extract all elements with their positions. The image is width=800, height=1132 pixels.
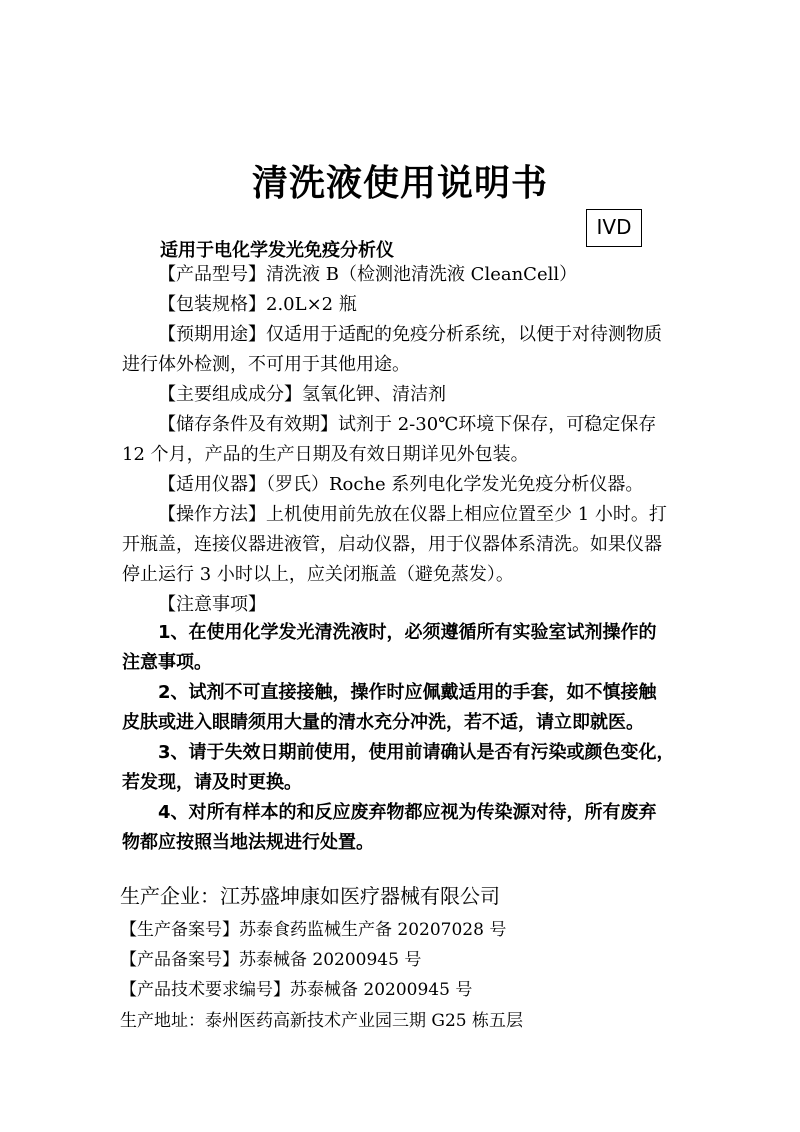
note-2-line-1: 2、试剂不可直接接触，操作时应佩戴适用的手套，如不慎接触 bbox=[158, 682, 657, 703]
usage-line-2: 进行体外检测，不可用于其他用途。 bbox=[122, 354, 410, 375]
product-info-section bbox=[122, 260, 682, 620]
operation-line-1: 【操作方法】上机使用前先放在仪器上相应位置至少 1 小时。打 bbox=[158, 504, 667, 525]
note-4-line-1: 4、对所有样本的和反应废弃物都应视为传染源对待，所有废弃 bbox=[158, 802, 657, 823]
tech-requirement-number: 【产品技术要求编号】苏泰械备 20200945 号 bbox=[120, 980, 473, 1000]
usage-line-1: 【预期用途】仅适用于适配的免疫分析系统，以便于对待测物质 bbox=[158, 324, 662, 345]
notes-heading: 【注意事项】 bbox=[158, 594, 266, 615]
note-3-line-2: 若发现，请及时更换。 bbox=[122, 772, 302, 793]
ivd-badge: IVD bbox=[586, 209, 642, 247]
note-1-line-2: 注意事项。 bbox=[122, 652, 212, 673]
composition-line: 【主要组成成分】氢氧化钾、清洁剂 bbox=[158, 384, 446, 405]
production-address: 生产地址：泰州医药高新技术产业园三期 G25 栋五层 bbox=[120, 1011, 524, 1031]
note-3-line-1: 3、请于失效日期前使用，使用前请确认是否有污染或颜色变化， bbox=[158, 742, 675, 763]
subtitle: 适用于电化学发光免疫分析仪 bbox=[160, 240, 394, 261]
storage-line-1: 【储存条件及有效期】试剂于 2-30℃环境下保存，可稳定保存 bbox=[158, 414, 657, 435]
manufacturer-company: 生产企业：江苏盛坤康如医疗器械有限公司 bbox=[120, 884, 500, 908]
product-record-number: 【产品备案号】苏泰械备 20200945 号 bbox=[120, 950, 422, 970]
operation-line-2: 开瓶盖，连接仪器进液管，启动仪器，用于仪器体系清洗。如果仪器 bbox=[122, 534, 662, 555]
operation-line-3: 停止运行 3 小时以上，应关闭瓶盖（避免蒸发）。 bbox=[122, 564, 514, 585]
notes-section bbox=[122, 618, 682, 858]
package-line: 【包装规格】2.0L×2 瓶 bbox=[158, 294, 357, 315]
production-record-number: 【生产备案号】苏泰食药监械生产备 20207028 号 bbox=[120, 920, 507, 940]
note-2-line-2: 皮肤或进入眼睛须用大量的清水充分冲洗，若不适，请立即就医。 bbox=[122, 712, 644, 733]
storage-line-2: 12 个月，产品的生产日期及有效日期详见外包装。 bbox=[122, 444, 529, 465]
instruments-line: 【适用仪器】（罗氏）Roche 系列电化学发光免疫分析仪器。 bbox=[158, 474, 644, 495]
note-4-line-2: 物都应按照当地法规进行处置。 bbox=[122, 832, 374, 853]
model-line: 【产品型号】清洗液 B（检测池清洗液 CleanCell） bbox=[158, 264, 578, 285]
note-1-line-1: 1、在使用化学发光清洗液时，必须遵循所有实验室试剂操作的 bbox=[158, 622, 657, 643]
document-title: 清洗液使用说明书 bbox=[251, 163, 548, 204]
